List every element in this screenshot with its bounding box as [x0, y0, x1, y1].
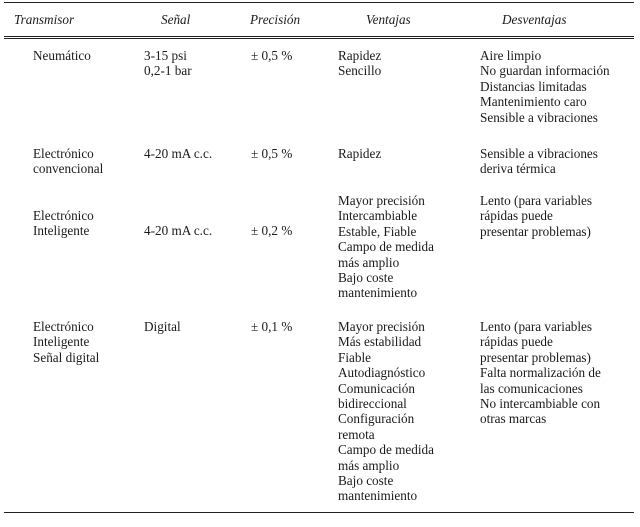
row-1-senal: 3-15 psi 0,2-1 bar [144, 48, 192, 79]
header-ventajas: Ventajas [366, 12, 411, 27]
header-transmisor: Transmisor [14, 12, 75, 27]
row-4-transmisor: Electrónico Inteligente Señal digital [33, 319, 100, 365]
row-2-senal: 4-20 mA c.c. [144, 146, 213, 161]
row-2-desventajas: Sensible a vibraciones deriva térmica [480, 146, 598, 177]
row-3-precision: ± 0,2 % [251, 223, 293, 238]
header-rule [4, 36, 634, 37]
row-4-ventajas: Mayor precisión Más estabilidad Fiable Autodiagnóstico Comunicación bidireccional Configuración remota Campo de medida más amplio Bajo coste mantenimiento [338, 319, 434, 504]
header-desventajas: Desventajas [502, 12, 567, 27]
row-1-precision: ± 0,5 % [251, 48, 293, 63]
row-4-precision: ± 0,1 % [251, 319, 293, 334]
row-3-transmisor: Electrónico Inteligente [33, 208, 94, 239]
header-rule-double [4, 38, 634, 39]
row-2-precision: ± 0,5 % [251, 146, 293, 161]
row-1-desventajas: Aire limpio No guardan información Distancias limitadas Mantenimiento caro Sensible a vibraciones [480, 48, 610, 125]
row-2-ventajas: Rapidez [338, 146, 382, 161]
row-1-ventajas: Rapidez Sencillo [338, 48, 382, 79]
table-bottom-rule [4, 512, 634, 513]
row-3-desventajas: Lento (para variables rápidas puede presentar problemas) [480, 193, 593, 239]
header-precision: Precisión [250, 12, 301, 27]
header-senal: Señal [161, 12, 191, 27]
row-1-transmisor: Neumático [33, 48, 91, 63]
row-2-transmisor: Electrónico convencional [33, 146, 104, 177]
row-3-senal: 4-20 mA c.c. [144, 223, 213, 238]
row-3-ventajas: Mayor precisión Intercambiable Estable, Fiable Campo de medida más amplio Bajo coste mantenimiento [338, 193, 434, 301]
row-4-senal: Digital [144, 319, 181, 334]
table-top-rule [4, 2, 634, 3]
row-4-desventajas: Lento (para variables rápidas puede presentar problemas) Falta normalización de las comunicaciones No intercambiable con otras marcas [480, 319, 601, 427]
